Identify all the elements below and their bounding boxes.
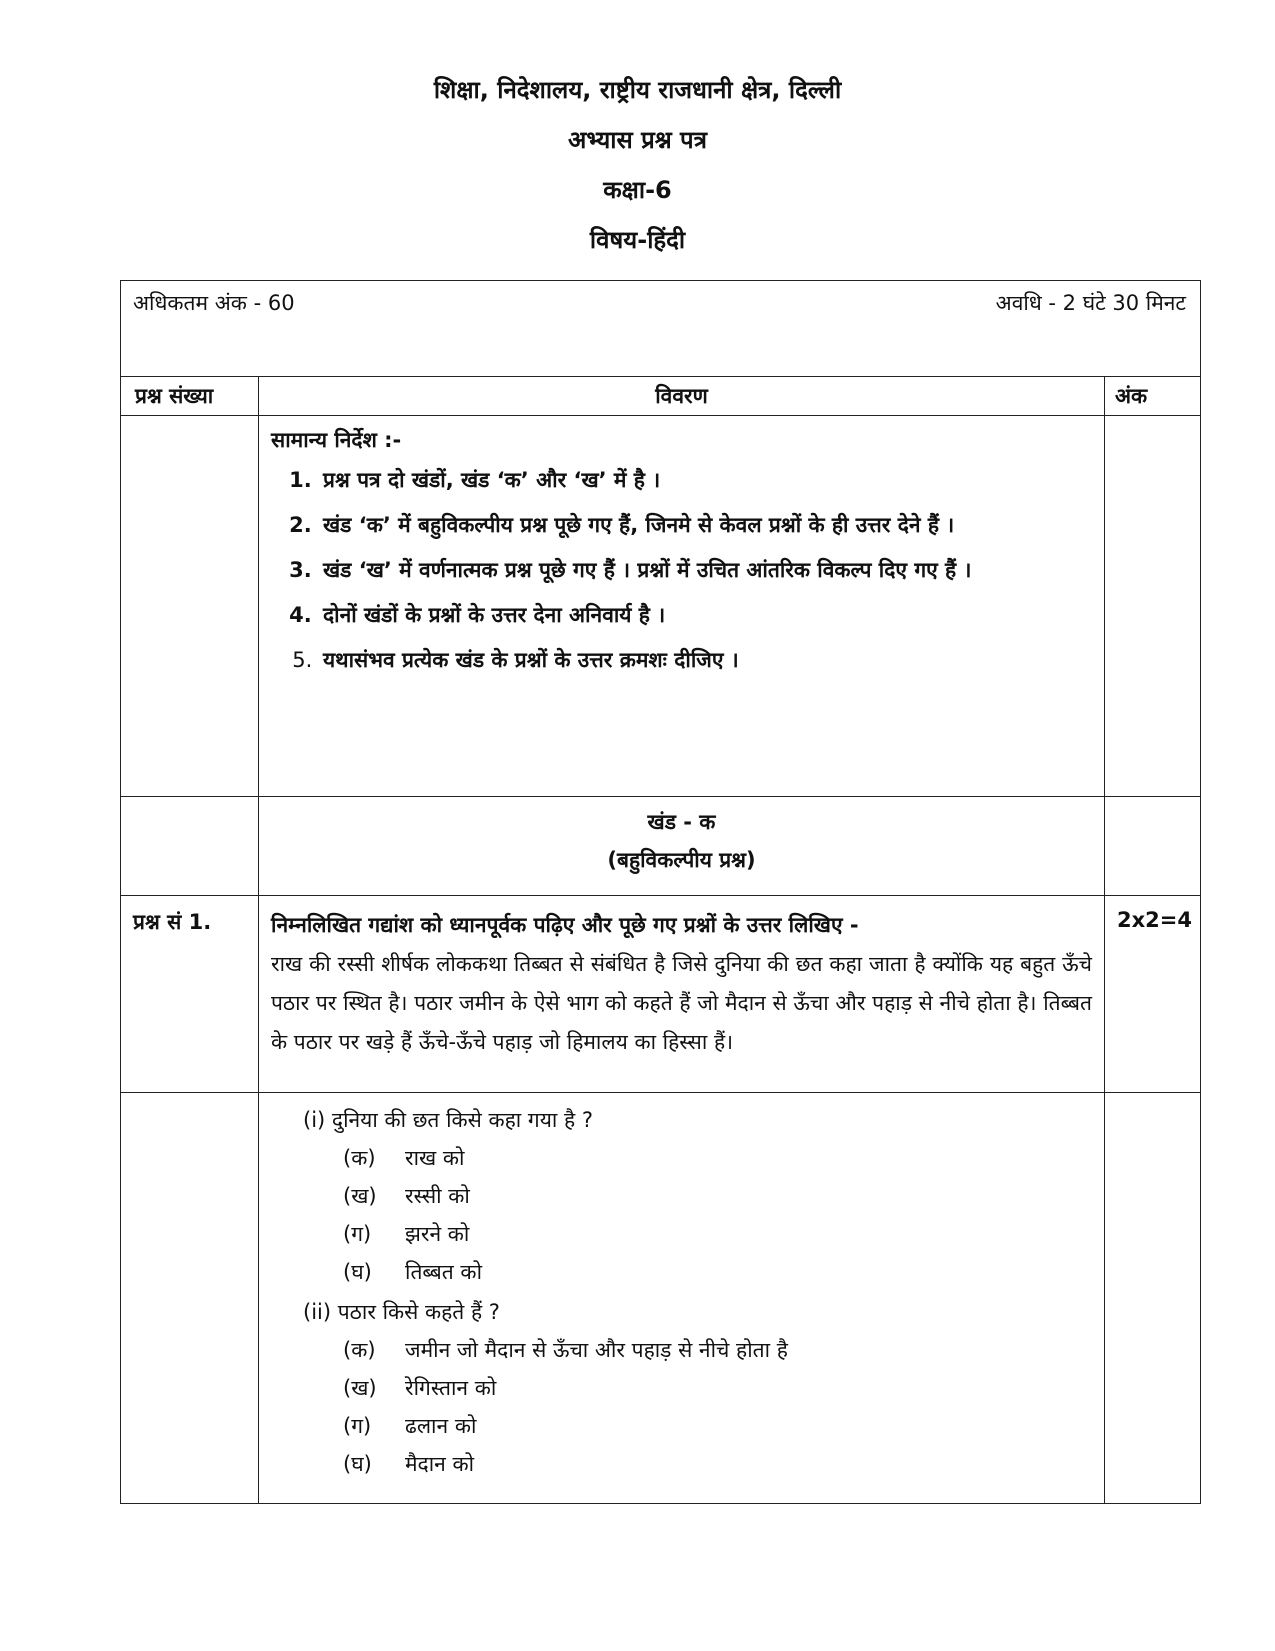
- instructions-list: [271, 458, 1092, 683]
- section-row: [121, 797, 1201, 896]
- instructions-row: [121, 416, 1201, 797]
- column-header-row: [121, 377, 1201, 416]
- section-subtitle: (बहुविकल्पीय प्रश्न): [607, 848, 756, 872]
- option-item: [271, 1331, 1092, 1369]
- option-key: (ग): [343, 1414, 372, 1438]
- duration: अवधि - 2 घंटे 30 मिनट: [995, 291, 1187, 315]
- option-item: [271, 1253, 1092, 1291]
- subquestion: [271, 1293, 1092, 1483]
- instruction-item: 5. यथासंभव प्रत्येक खंड के प्रश्नों के उत्तर क्रमशः दीजिए ।: [319, 638, 1092, 683]
- option-item: [271, 1407, 1092, 1445]
- option-item: [271, 1215, 1092, 1253]
- col-header-qno: प्रश्न संख्या: [121, 377, 259, 416]
- instructions-label: सामान्य निर्देश :-: [271, 428, 402, 452]
- option-item: [271, 1139, 1092, 1177]
- question-paper-table: [120, 280, 1201, 1504]
- header-subject: विषय-हिंदी: [589, 226, 686, 254]
- option-text: रस्सी को: [405, 1184, 470, 1208]
- option-text: ढलान को: [405, 1414, 477, 1438]
- header-directorate: शिक्षा, निदेशालय, राष्ट्रीय राजधानी क्षेत्र, दिल्ली: [433, 76, 842, 104]
- subquestions-row: [121, 1093, 1201, 1504]
- question-marks: 2x2=4: [1105, 896, 1201, 1093]
- header-class: कक्षा-6: [603, 176, 672, 204]
- header-paper-type: अभ्यास प्रश्न पत्र: [568, 126, 707, 154]
- option-key: (घ): [343, 1260, 372, 1284]
- instruction-item: 4. दोनों खंडों के प्रश्नों के उत्तर देना अनिवार्य है ।: [319, 593, 1092, 638]
- subquestion-label: (ii): [303, 1300, 332, 1324]
- instruction-item: 1. प्रश्न पत्र दो खंडों, खंड ‘क’ और ‘ख’ में है ।: [319, 458, 1092, 503]
- option-text: रेगिस्तान को: [405, 1376, 497, 1400]
- subquestion-text: पठार किसे कहते हैं ?: [337, 1300, 500, 1324]
- instruction-item: 3. खंड ‘ख’ में वर्णनात्मक प्रश्न पूछे गए हैं । प्रश्नों में उचित आंतरिक विकल्प दिए गए हैं ।: [319, 548, 1092, 593]
- option-text: झरने को: [405, 1222, 470, 1246]
- max-marks: अधिकतम अंक - 60: [133, 291, 295, 315]
- option-key: (घ): [343, 1452, 372, 1476]
- subquestion-label: (i): [303, 1108, 326, 1132]
- option-key: (क): [343, 1338, 376, 1362]
- option-text: जमीन जो मैदान से ऊँचा और पहाड़ से नीचे होता है: [405, 1338, 788, 1362]
- option-item: [271, 1177, 1092, 1215]
- question-instruction: निम्नलिखित गद्यांश को ध्यानपूर्वक पढ़िए और पूछे गए प्रश्नों के उत्तर लिखिए -: [271, 913, 859, 937]
- instruction-item: 2. खंड ‘क’ में बहुविकल्पीय प्रश्न पूछे गए हैं, जिनमे से केवल प्रश्नों के ही उत्तर देने हैं ।: [319, 503, 1092, 548]
- option-key: (क): [343, 1146, 376, 1170]
- option-item: [271, 1445, 1092, 1483]
- document-header: [0, 70, 1275, 270]
- section-title: खंड - क: [647, 810, 716, 834]
- subquestion: [271, 1101, 1092, 1291]
- option-text: राख को: [405, 1146, 465, 1170]
- option-item: [271, 1369, 1092, 1407]
- subquestion-text: दुनिया की छत किसे कहा गया है ?: [331, 1108, 593, 1132]
- option-text: मैदान को: [405, 1452, 475, 1476]
- general-instructions: [259, 416, 1105, 797]
- question-row: [121, 896, 1201, 1093]
- col-header-marks: अंक: [1105, 377, 1201, 416]
- option-text: तिब्बत को: [405, 1260, 483, 1284]
- question-number: प्रश्न सं 1.: [121, 896, 259, 1093]
- option-key: (ख): [343, 1184, 377, 1208]
- option-key: (ख): [343, 1376, 377, 1400]
- col-header-desc: विवरण: [259, 377, 1105, 416]
- meta-row: [121, 281, 1201, 377]
- option-key: (ग): [343, 1222, 372, 1246]
- passage-text: राख की रस्सी शीर्षक लोककथा तिब्बत से संबंधित है जिसे दुनिया की छत कहा जाता है क्योंकि यह बहुत ऊँचे पठार पर स्थित है। पठार जमीन के ऐसे भाग को कहते हैं जो मैदान से ऊँचा और पहाड़ से नीचे होता है। तिब्बत के पठार पर खड़े हैं ऊँचे-ऊँचे पहाड़ जो हिमालय का हिस्सा हैं।: [271, 952, 1092, 1054]
